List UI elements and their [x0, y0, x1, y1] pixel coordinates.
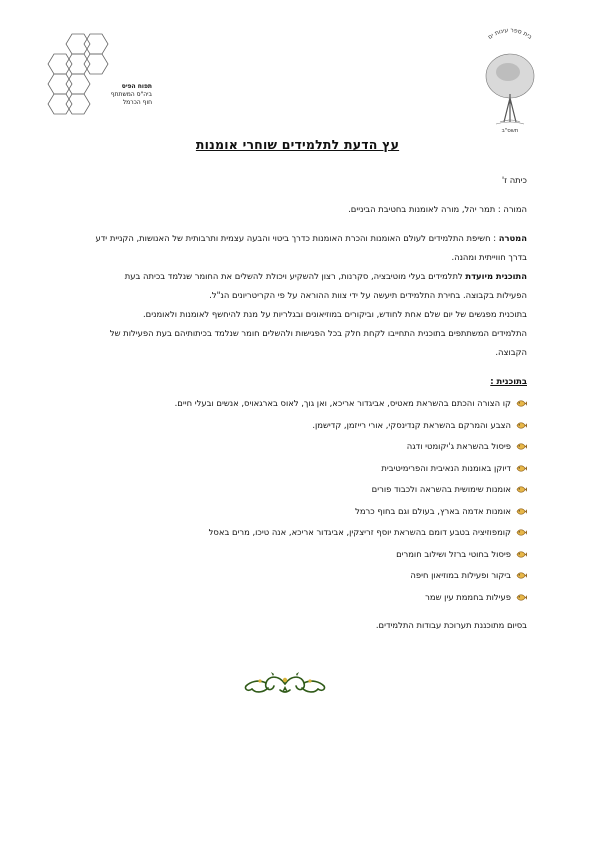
program-list-item-text: קומפוזיציה בטבע דומם בהשראת יוסף זריצקין, אביגדור אריכא, אנה טיכו, מרים באסל: [208, 527, 511, 537]
decorative-fish-bullet-icon: [516, 399, 527, 408]
meetings-paragraph: בתוכנית מפגשים של יום שלם אחת לחודש, וביקורים במוזיאונים ובגלריות על מנת להיחשף לאומנות ולאומנים.: [143, 309, 527, 319]
left-logo-line-3: חוף הכרמל: [122, 99, 152, 106]
spacer: [94, 219, 527, 229]
program-list-item: [94, 479, 527, 501]
decorative-fish-bullet-icon: [516, 421, 527, 430]
program-list-item: [94, 393, 527, 415]
program-desc-paragraph: [94, 267, 527, 305]
left-logo-caption: [72, 83, 152, 107]
tree-logo: [470, 24, 550, 134]
decorative-fish-bullet-icon: [516, 464, 527, 473]
closing-line: בסיום מתוכננת תערוכת עבודות התלמידים.: [375, 620, 527, 630]
right-logo-arc-text: בית ספר עינות ים: [486, 26, 534, 41]
program-list-item: [94, 501, 527, 523]
program-list-item-text: פיסול בהשראת ג'יקומטי ודגה: [406, 441, 511, 451]
program-list-item-text: פעילות בחממת עין שמר: [425, 591, 511, 602]
program-list-item: [94, 458, 527, 480]
decorative-fish-bullet-icon: [516, 507, 527, 516]
program-list-item-text: דיוקן באומנות הנאיבית והפרימיטיבית: [381, 462, 511, 473]
page-title: עץ הדעת לתלמידים שוחרי אומנות: [195, 137, 400, 152]
floral-ornament: [240, 670, 330, 696]
left-logo-line-1: תפוח הפיס: [121, 83, 152, 90]
program-list: [94, 393, 527, 608]
commitment-paragraph: התלמידים המשתתפים בתוכנית התחייבו לקחת חלק בכל הפגישות ולהשלים חומר שנלמד בכיתותיהם בעת הפעילות של הקבוצה.: [109, 328, 527, 357]
program-desc-label: התוכנית מיועדת: [465, 271, 527, 281]
goal-text: : חשיפת התלמידים לעולם האומנות והכרת האומנות כדרך ביטוי והבעה עצמית ותרבותית של האנושות, הקניית ידע בדרך חווייתית ומהנה.: [95, 233, 527, 262]
decorative-fish-bullet-icon: [516, 550, 527, 559]
teacher-line: המורה : תמר יהל, מורה לאומנות בחטיבת הביניים.: [348, 204, 527, 214]
program-list-item: [94, 565, 527, 587]
program-list-item: [94, 587, 527, 609]
program-list-item-text: קו הצורה והכתם בהשראת מאטיס, אביגדור אריכא, ואן גוך, לאוס בארגאויס, אנשים ובעלי חיים.: [174, 398, 511, 408]
decorative-fish-bullet-icon: [516, 485, 527, 494]
program-list-item: [94, 522, 527, 544]
program-list-item-text: אומנות שימושית בהשראה ולכבוד פורים: [371, 484, 511, 494]
spacer: [94, 190, 527, 200]
program-list-item-text: הצבע והמרקם בהשראת קנדינסקי, אורי רייזמן, קדישמן.: [312, 419, 511, 430]
program-list-item-text: פיסול בחוטי ברזל ושילוב חומרים: [396, 548, 511, 559]
decorative-fish-bullet-icon: [516, 528, 527, 537]
decorative-fish-bullet-icon: [516, 442, 527, 451]
program-list-item-text: ביקור ופעילות במוזיאון חיפה: [410, 570, 511, 580]
program-list-item: [94, 544, 527, 566]
document-body: [94, 171, 527, 635]
decorative-fish-bullet-icon: [516, 571, 527, 580]
grade-line: כיתה ז': [501, 175, 527, 185]
goal-paragraph: [94, 229, 527, 267]
program-list-item: [94, 415, 527, 437]
program-title: בתוכנית :: [490, 376, 527, 386]
goal-label: המטרה: [498, 233, 527, 243]
decorative-fish-bullet-icon: [516, 593, 527, 602]
program-list-item: [94, 436, 527, 458]
left-logo-line-2: ביה"ס המשתתף: [110, 91, 152, 98]
program-list-item-text: אומנות אדמה בארץ, בעולם וגם בחוף כרמל: [355, 505, 511, 516]
right-logo-bottom-text: תשס"ב: [501, 128, 519, 134]
program-desc-text: לתלמידים בעלי מוטיבציה, סקרנות, רצון להשקיע ויכולת להשלים את החומר שנלמד בכיתה בעת הפעילות בקבוצה. בחירת התלמידים תיעשה על ידי צוות ההוראה על פי הקריטריונים הנ"ל.: [124, 271, 527, 300]
